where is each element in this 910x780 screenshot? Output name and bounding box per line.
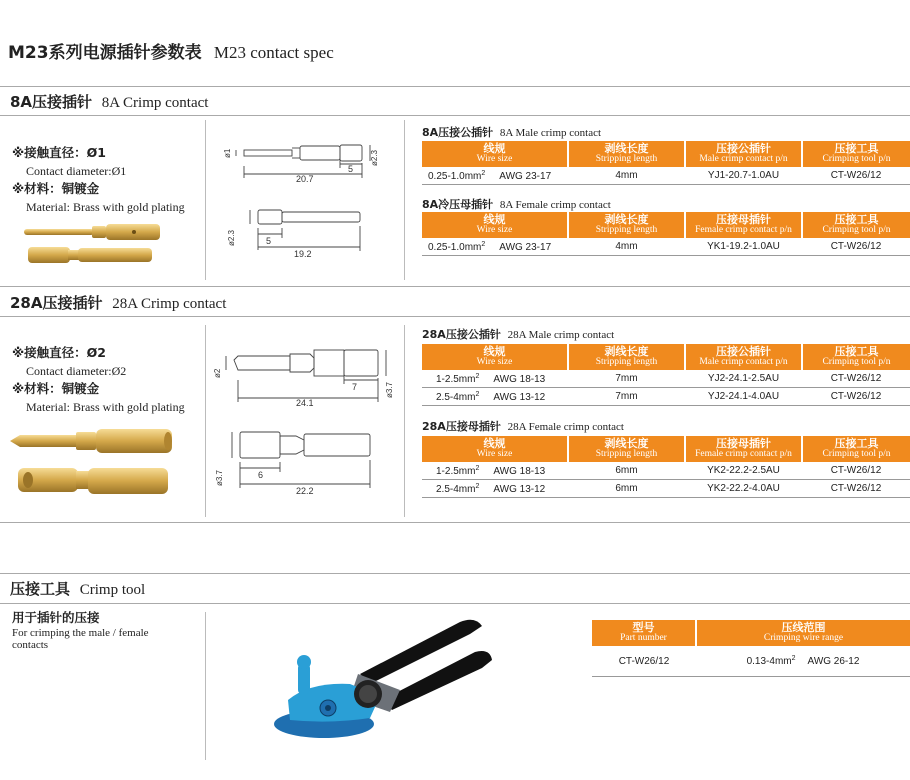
table-header bbox=[422, 212, 910, 238]
subtitle-en: 28A Male crimp contact bbox=[507, 329, 615, 341]
strip-cell: 6mm bbox=[568, 480, 685, 498]
table-row bbox=[422, 388, 910, 406]
pn-cell: YK2-22.2-2.5AU bbox=[685, 462, 802, 480]
header-cell: 线规 Wire size bbox=[422, 212, 568, 238]
table-28a-male bbox=[422, 344, 910, 406]
subtitle-28a-female bbox=[422, 418, 624, 434]
divider bbox=[0, 573, 910, 574]
tool-cell: CT-W26/12 bbox=[802, 238, 910, 256]
material-en: Material: Brass with gold plating bbox=[26, 200, 185, 214]
tool-cell: CT-W26/12 bbox=[802, 167, 910, 185]
table-row bbox=[422, 370, 910, 388]
section-28a-title bbox=[10, 292, 226, 313]
section-8a-title-cn: 8A压接插针 bbox=[10, 93, 93, 111]
dim-diameter2-label: ø3.7 bbox=[385, 381, 394, 398]
header-cell: 线规 Wire size bbox=[422, 141, 568, 167]
wire-cell: $2.5-4mm^2$ AWG 13-12 bbox=[422, 388, 568, 406]
material-cn: ※材料：铜镀金 bbox=[12, 181, 100, 196]
strip-cell: 7mm bbox=[568, 388, 685, 406]
tool-desc-en: contacts bbox=[12, 639, 49, 651]
tool-desc-en: For crimping the male / female bbox=[12, 627, 149, 639]
column-divider bbox=[205, 612, 206, 760]
part-number-cell: CT-W26/12 bbox=[592, 646, 696, 677]
table-header bbox=[592, 620, 910, 646]
subtitle-cn: 28A压接母插针 bbox=[422, 420, 501, 433]
table-8a-male bbox=[422, 141, 910, 185]
tool-desc-cn: 用于插针的压接 bbox=[12, 610, 100, 625]
wire-cell: $0.25-1.0mm^2$ AWG 23-17 bbox=[422, 238, 568, 256]
tool-cell: CT-W26/12 bbox=[802, 480, 910, 498]
subtitle-8a-male bbox=[422, 124, 601, 140]
subtitle-en: 8A Male crimp contact bbox=[499, 127, 602, 139]
section-28a-title-en: 28A Crimp contact bbox=[112, 296, 227, 312]
strip-cell: 4mm bbox=[568, 238, 685, 256]
range-cell: $0.13-4mm^2$ AWG 26-12 bbox=[696, 646, 910, 677]
dim-diameter-label: ø2.3 bbox=[227, 229, 236, 246]
section-tool-title bbox=[10, 578, 145, 599]
spec-28a bbox=[12, 344, 185, 416]
gold-pin-image bbox=[8, 424, 178, 504]
divider bbox=[0, 522, 910, 523]
dim-strip-label: 5 bbox=[266, 236, 272, 246]
tool-cell: CT-W26/12 bbox=[802, 388, 910, 406]
dim-diameter-label: ø2 bbox=[213, 368, 222, 378]
divider bbox=[0, 86, 910, 87]
header-cell: 压接公插针 Male crimp contact p/n bbox=[685, 344, 802, 370]
header-cell: 压接母插针 Female crimp contact p/n bbox=[685, 436, 802, 462]
male-pin-8a bbox=[24, 224, 160, 240]
wire-cell: $1-2.5mm^2$ AWG 18-13 bbox=[422, 370, 568, 388]
tool-description bbox=[12, 612, 149, 651]
pn-cell: YK2-22.2-4.0AU bbox=[685, 480, 802, 498]
table-row bbox=[422, 238, 910, 256]
pn-cell: YJ2-24.1-2.5AU bbox=[685, 370, 802, 388]
column-divider bbox=[205, 120, 206, 280]
pn-cell: YJ1-20.7-1.0AU bbox=[685, 167, 802, 185]
header-cell: 剥线长度 Stripping length bbox=[568, 436, 685, 462]
dim-strip-label: 5 bbox=[348, 164, 354, 174]
drawing-8a-male bbox=[222, 136, 387, 190]
column-divider bbox=[205, 325, 206, 517]
divider bbox=[0, 316, 910, 317]
dim-diameter2-label: ø2.3 bbox=[370, 149, 379, 166]
header-cell: 压接工具 Crimping tool p/n bbox=[802, 141, 910, 167]
header-cell: 压接工具 Crimping tool p/n bbox=[802, 344, 910, 370]
page-title bbox=[8, 38, 334, 63]
divider bbox=[0, 286, 910, 287]
section-tool-title-cn: 压接工具 bbox=[10, 580, 71, 598]
gold-pin-image bbox=[20, 220, 170, 270]
tool-cell: CT-W26/12 bbox=[802, 462, 910, 480]
wire-cell: $2.5-4mm^2$ AWG 13-12 bbox=[422, 480, 568, 498]
table-28a-female bbox=[422, 436, 910, 498]
material-cn: ※材料：铜镀金 bbox=[12, 381, 100, 396]
table-row bbox=[422, 167, 910, 185]
dim-length-label: 19.2 bbox=[294, 249, 312, 259]
strip-cell: 7mm bbox=[568, 370, 685, 388]
female-pin-28a bbox=[18, 468, 168, 494]
crimp-tool-image bbox=[270, 612, 500, 752]
subtitle-28a-male bbox=[422, 326, 614, 342]
dim-diameter-label: ø1 bbox=[223, 148, 232, 158]
header-cell: 剥线长度 Stripping length bbox=[568, 212, 685, 238]
header-cell: 剥线长度 Stripping length bbox=[568, 344, 685, 370]
header-cell: 剥线长度 Stripping length bbox=[568, 141, 685, 167]
diameter-en: Contact diameter:Ø1 bbox=[26, 164, 127, 178]
section-tool-title-en: Crimp tool bbox=[79, 582, 146, 598]
section-8a-title-en: 8A Crimp contact bbox=[101, 95, 209, 111]
header-cell: 型号 Part number bbox=[592, 620, 696, 646]
spec-8a bbox=[12, 144, 185, 216]
subtitle-cn: 8A压接公插针 bbox=[422, 126, 494, 139]
diameter-cn: ※接触直径：Ø2 bbox=[12, 345, 106, 360]
subtitle-8a-female bbox=[422, 196, 611, 212]
table-header bbox=[422, 141, 910, 167]
subtitle-cn: 28A压接公插针 bbox=[422, 328, 501, 341]
drawing-8a-female bbox=[222, 200, 387, 260]
male-pin-28a bbox=[10, 429, 172, 453]
header-cell: 线规 Wire size bbox=[422, 344, 568, 370]
table-row bbox=[592, 646, 910, 677]
dim-length-label: 20.7 bbox=[296, 174, 314, 184]
pn-cell: YK1-19.2-1.0AU bbox=[685, 238, 802, 256]
strip-cell: 4mm bbox=[568, 167, 685, 185]
page-title-en: M23 contact spec bbox=[213, 43, 334, 62]
divider bbox=[0, 115, 910, 116]
divider bbox=[0, 603, 910, 604]
subtitle-cn: 8A冷压母插针 bbox=[422, 198, 494, 211]
diameter-en: Contact diameter:Ø2 bbox=[26, 364, 127, 378]
drawing-28a-male bbox=[212, 340, 402, 410]
table-header bbox=[422, 436, 910, 462]
wire-cell: $1-2.5mm^2$ AWG 18-13 bbox=[422, 462, 568, 480]
diameter-cn: ※接触直径：Ø1 bbox=[12, 145, 106, 160]
female-pin-8a bbox=[28, 247, 152, 263]
tool-cell: CT-W26/12 bbox=[802, 370, 910, 388]
material-en: Material: Brass with gold plating bbox=[26, 400, 185, 414]
dim-length-label: 22.2 bbox=[296, 486, 314, 494]
subtitle-en: 8A Female crimp contact bbox=[499, 199, 611, 211]
header-cell: 压线范围 Crimping wire range bbox=[696, 620, 910, 646]
page-title-cn: M23系列电源插针参数表 bbox=[8, 43, 202, 63]
section-8a-title bbox=[10, 91, 208, 112]
header-cell: 压接工具 Crimping tool p/n bbox=[802, 212, 910, 238]
table-8a-female bbox=[422, 212, 910, 256]
dim-strip-label: 6 bbox=[258, 470, 264, 480]
drawing-28a-female bbox=[212, 424, 402, 494]
dim-strip-label: 7 bbox=[352, 382, 358, 392]
table-crimp-tool bbox=[592, 620, 910, 677]
strip-cell: 6mm bbox=[568, 462, 685, 480]
table-header bbox=[422, 344, 910, 370]
header-cell: 线规 Wire size bbox=[422, 436, 568, 462]
column-divider bbox=[404, 325, 405, 517]
column-divider bbox=[404, 120, 405, 280]
wire-cell: $0.25-1.0mm^2$ AWG 23-17 bbox=[422, 167, 568, 185]
dim-diameter-label: ø3.7 bbox=[215, 469, 224, 486]
table-row bbox=[422, 462, 910, 480]
header-cell: 压接工具 Crimping tool p/n bbox=[802, 436, 910, 462]
pn-cell: YJ2-24.1-4.0AU bbox=[685, 388, 802, 406]
dim-length-label: 24.1 bbox=[296, 398, 314, 408]
table-row bbox=[422, 480, 910, 498]
subtitle-en: 28A Female crimp contact bbox=[507, 421, 624, 433]
header-cell: 压接公插针 Male crimp contact p/n bbox=[685, 141, 802, 167]
header-cell: 压接母插针 Female crimp contact p/n bbox=[685, 212, 802, 238]
section-28a-title-cn: 28A压接插针 bbox=[10, 294, 103, 312]
